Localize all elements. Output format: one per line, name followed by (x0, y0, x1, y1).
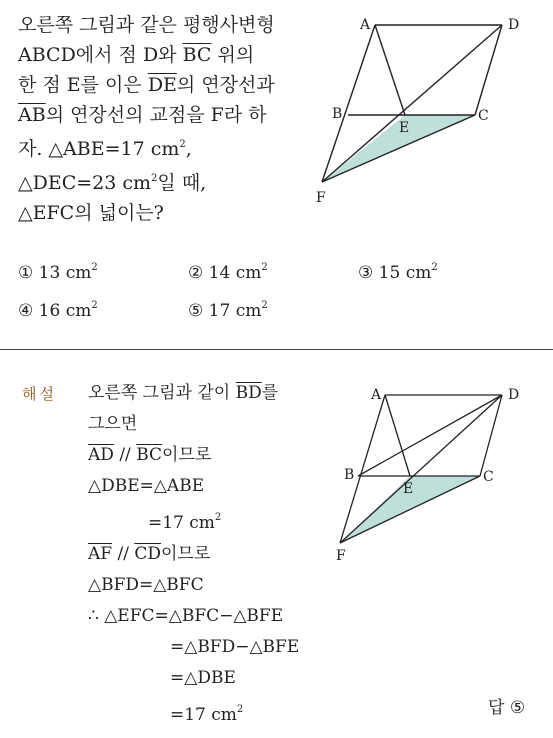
solution-line-1: 오른쪽 그림과 같이 $\overline{BD}$를 (88, 383, 279, 403)
problem-line-4: $\overline{AB}$의 연장선의 교점을 F라 하 (18, 104, 267, 126)
solution-line-9: =△BFD−△BFE (170, 637, 300, 657)
solution-figure (330, 378, 550, 563)
solution-text (88, 378, 368, 731)
label-b: B (344, 467, 355, 483)
solution-line-11: =17 $cm^2$ (170, 704, 244, 725)
segment-df (340, 395, 502, 543)
problem-line-1: 오른쪽 그림과 같은 평행사변형 (18, 14, 275, 36)
solution-line-5: =17 $cm^2$ (148, 512, 222, 533)
side-dc (475, 25, 502, 115)
side-dc (480, 395, 502, 476)
label-f: F (336, 548, 346, 563)
label-c: C (483, 469, 494, 485)
solution-line-10: =△DBE (170, 668, 236, 688)
solution-line-4: △DBE=△ABE (88, 476, 205, 496)
choice-3[interactable]: ③ 15 $cm^2$ (358, 262, 438, 283)
problem-line-7: △EFC의 넓이는? (18, 202, 164, 224)
problem-figure (310, 10, 550, 210)
solution-line-6: $\overline{AF} // \overline{CD}$이므로 (88, 544, 211, 564)
choice-5[interactable]: ⑤ 17 $cm^2$ (188, 300, 268, 321)
label-e: E (399, 120, 410, 136)
choice-4[interactable]: ④ 16 $cm^2$ (18, 300, 98, 321)
problem-line-5: 자. △ABE=17 $cm^2$, (18, 138, 192, 160)
problem-line-3: 한 점 E를 이은 $\overline{DE}$의 연장선과 (18, 74, 275, 96)
choice-1[interactable]: ① 13 $cm^2$ (18, 262, 98, 283)
label-b: B (332, 106, 343, 122)
label-c: C (478, 108, 489, 124)
answer-label: 답 (488, 698, 505, 718)
label-d: D (508, 17, 520, 33)
problem-text (18, 10, 318, 228)
label-a: A (360, 17, 371, 33)
label-e: E (403, 481, 414, 497)
answer (488, 693, 525, 718)
solution-line-2: 그으면 (88, 414, 138, 434)
segment-ae (375, 25, 405, 115)
solution-line-8: ∴ △EFC=△BFC−△BFE (88, 606, 284, 626)
choice-2[interactable]: ② 14 $cm^2$ (188, 262, 268, 283)
problem-line-6: △DEC=23 $cm^2$일 때, (18, 172, 207, 194)
solution-line-3: $\overline{AD} // \overline{BC}$이므로 (88, 445, 212, 465)
problem-line-2: ABCD에서 점 D와 $\overline{BC}$ 위의 (18, 44, 255, 66)
solution-line-7: △BFD=△BFC (88, 575, 204, 595)
segment-ae (385, 395, 410, 476)
solution-tag: 해설 (22, 385, 57, 403)
label-f: F (316, 190, 326, 206)
label-a: A (371, 387, 382, 403)
label-d: D (508, 387, 520, 403)
section-divider (0, 349, 553, 350)
segment-bd (358, 395, 502, 476)
answer-value: ⑤ (509, 698, 526, 718)
